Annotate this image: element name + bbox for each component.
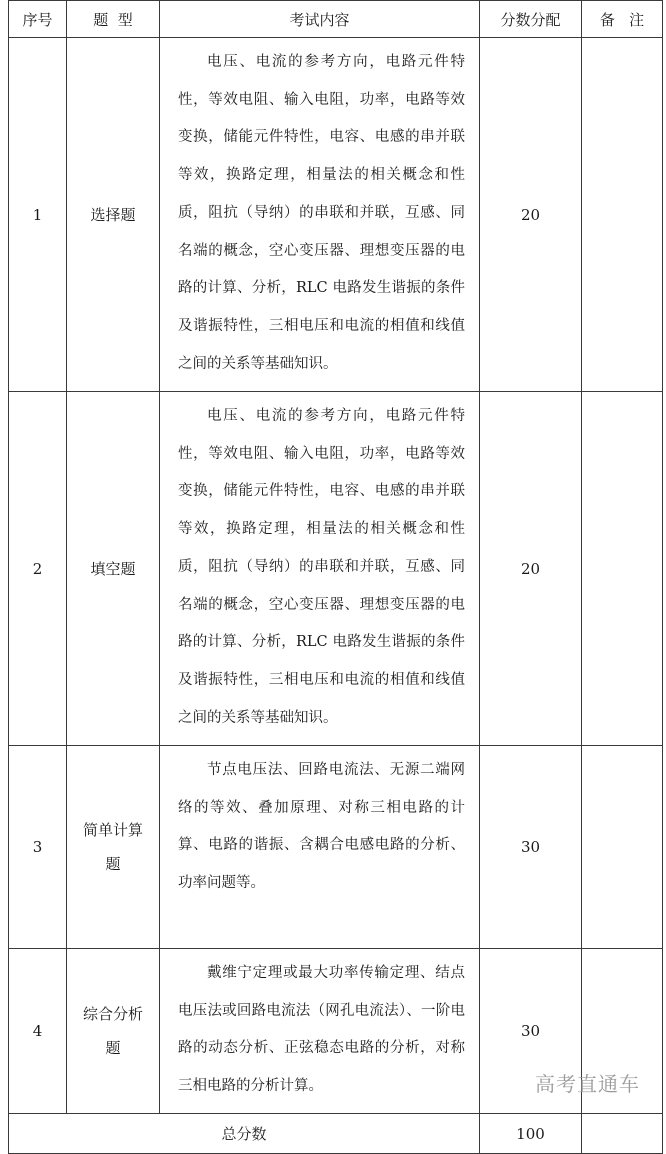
header-points: 分数分配: [480, 1, 582, 38]
row-remark: [582, 38, 663, 392]
row-content-text: 节点电压法、回路电流法、无源二端网络的等效、叠加原理、对称三相电路的计算、电路的谐振、含耦合电感电路的分析、功率问题等。: [178, 762, 465, 892]
row-seq: 2: [9, 392, 67, 746]
row-remark: [582, 392, 663, 746]
row-remark: [582, 746, 663, 949]
row-points: 30: [480, 949, 582, 1114]
row-content: [160, 746, 480, 949]
row-content-text: 戴维宁定理或最大功率传输定理、结点电压法或回路电流法（网孔电流法）、一阶电路的动态分析、正弦稳态电路的分析，对称三相电路的分析计算。: [178, 965, 465, 1095]
total-row: [9, 1114, 663, 1154]
header-remark: 备 注: [582, 1, 663, 38]
row-points: 20: [480, 392, 582, 746]
row-content: [160, 949, 480, 1114]
header-seq: 序号: [9, 1, 67, 38]
watermark: 高考直通车: [535, 1072, 640, 1096]
row-type: 填空题: [67, 392, 160, 746]
row-points: 30: [480, 746, 582, 949]
row-type: 选择题: [67, 38, 160, 392]
row-seq: 4: [9, 949, 67, 1114]
total-remark: [582, 1114, 663, 1154]
table-row: [9, 746, 663, 949]
total-label: 总分数: [9, 1114, 480, 1154]
header-type: 题 型: [67, 1, 160, 38]
row-seq: 1: [9, 38, 67, 392]
header-row: [9, 1, 663, 38]
table-row: [9, 38, 663, 392]
table-row: [9, 392, 663, 746]
row-content-text: 电压、电流的参考方向，电路元件特性，等效电阻、输入电阻，功率，电路等效变换，储能元件特性，电容、电感的串并联等效，换路定理，相量法的相关概念和性质，阻抗（导纳）的串联和并联，互感、同名端的概念，空心变压器、理想变压器的电路的计算、分析，RLC 电路发生谐振的条件及谐振特性，三相电压和电流的相值和线值之间的关系等基础知识。: [178, 54, 465, 372]
row-type: 综合分析题: [67, 949, 160, 1114]
exam-content-table: [8, 0, 663, 1154]
row-points: 20: [480, 38, 582, 392]
row-content: [160, 392, 480, 746]
row-seq: 3: [9, 746, 67, 949]
row-content: [160, 38, 480, 392]
row-content-text: 电压、电流的参考方向，电路元件特性，等效电阻、输入电阻，功率，电路等效变换，储能元件特性，电容、电感的串并联等效，换路定理，相量法的相关概念和性质，阻抗（导纳）的串联和并联，互感、同名端的概念，空心变压器、理想变压器的电路的计算、分析，RLC 电路发生谐振的条件及谐振特性，三相电压和电流的相值和线值之间的关系等基础知识。: [178, 408, 465, 726]
header-content: 考试内容: [160, 1, 480, 38]
row-type: 简单计算题: [67, 746, 160, 949]
total-points: 100: [480, 1114, 582, 1154]
